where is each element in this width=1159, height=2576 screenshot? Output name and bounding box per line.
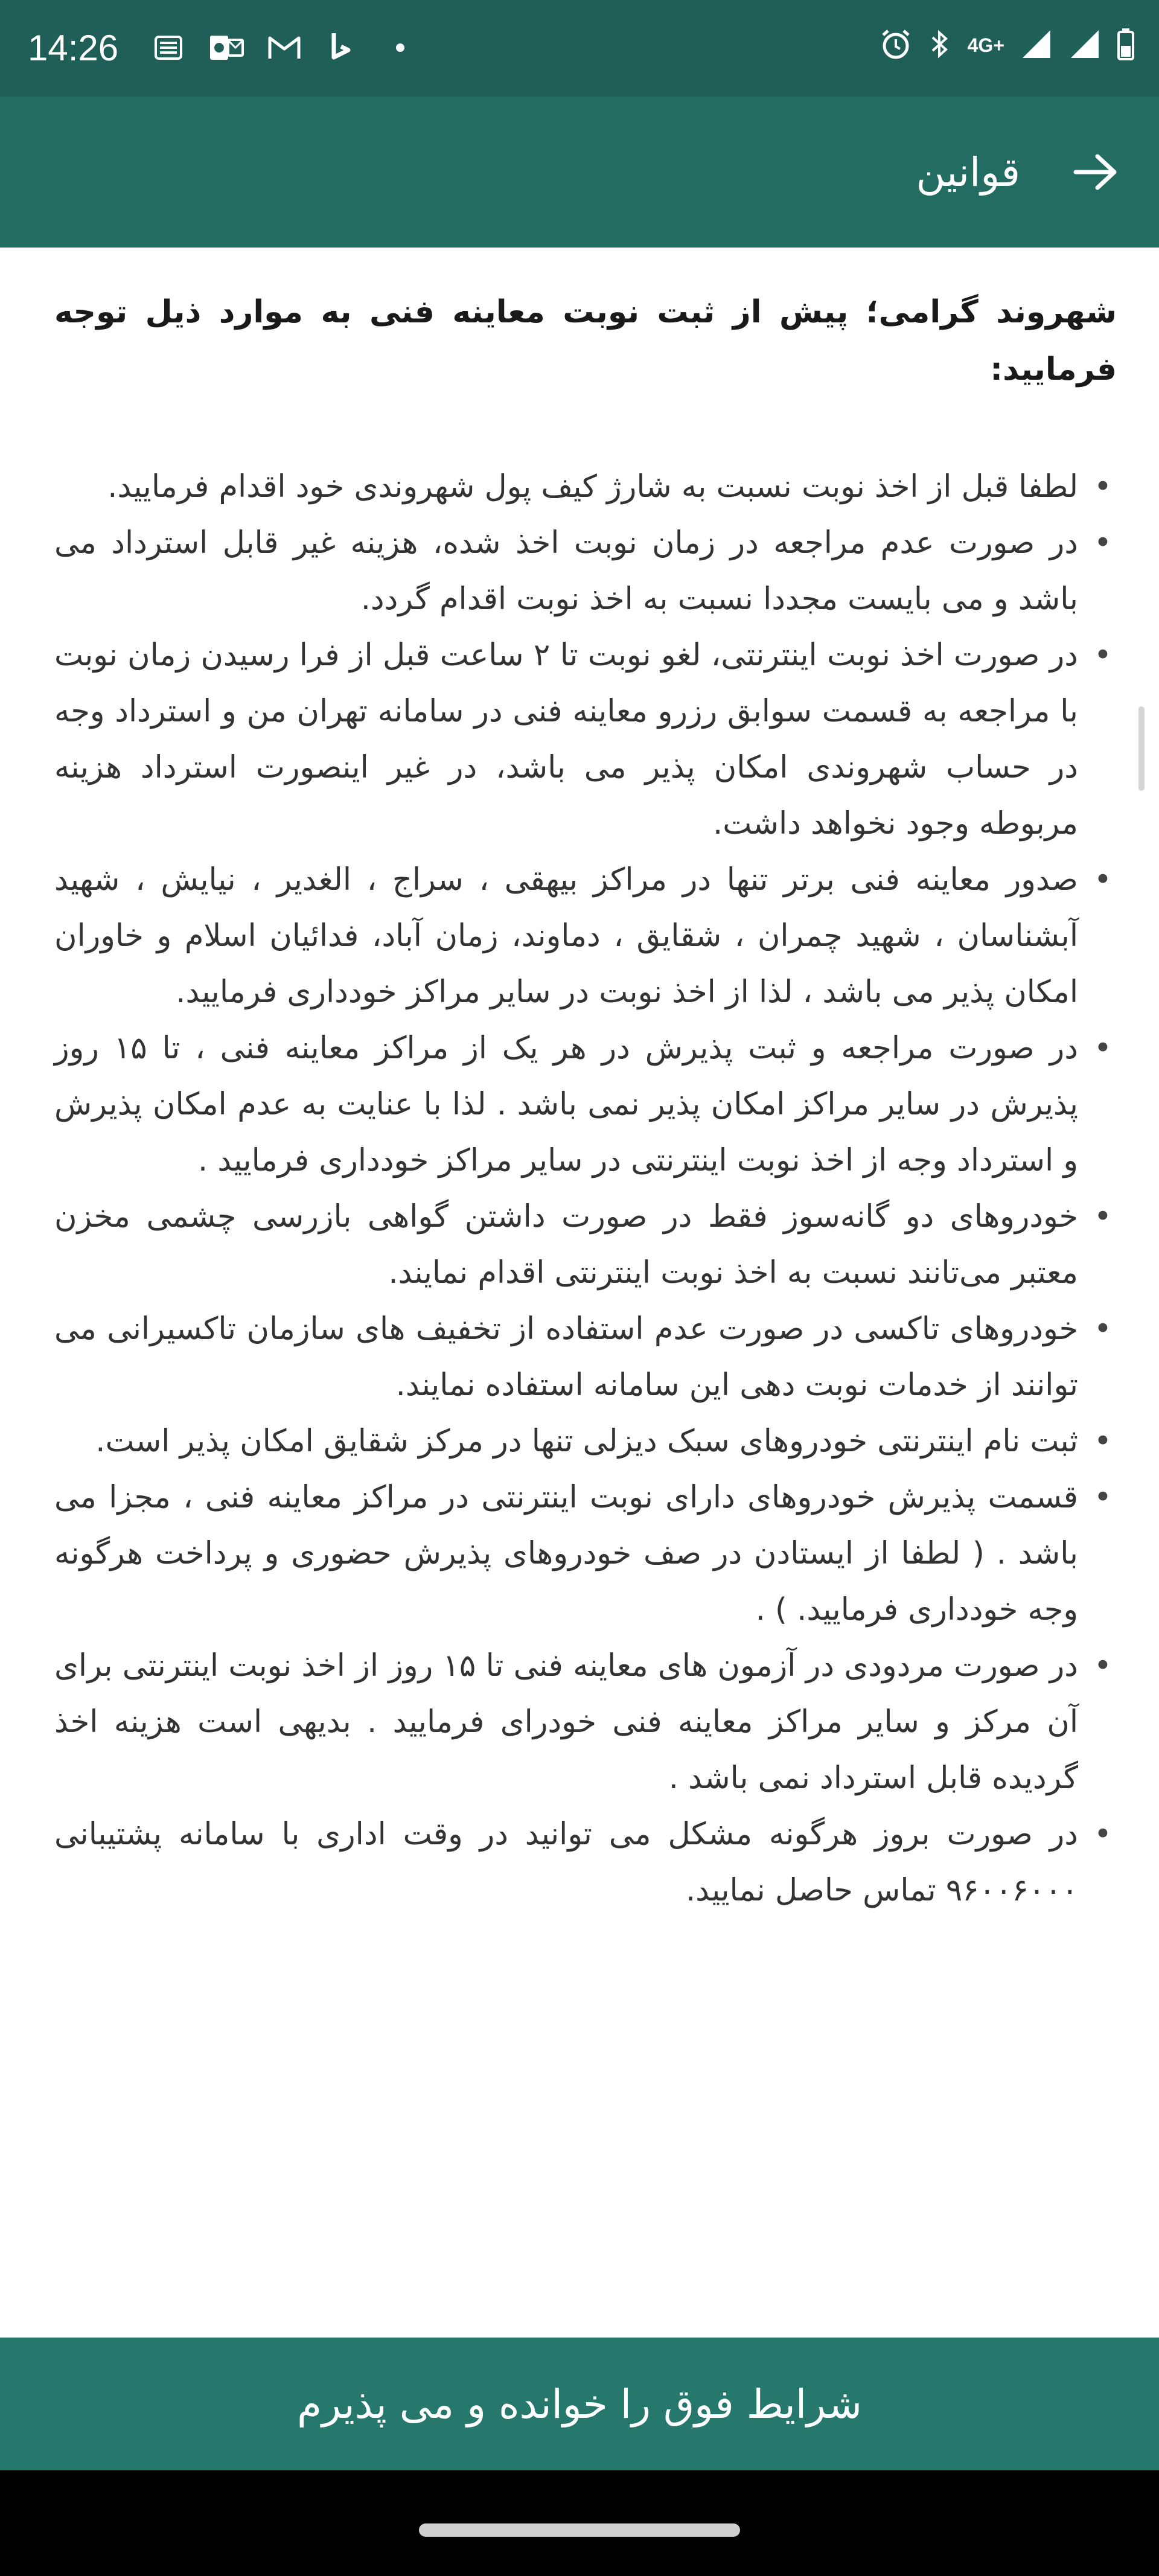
status-bar <box>0 0 1159 97</box>
signal-icon <box>1068 28 1101 63</box>
list-item: • خودروهای تاکسی در صورت عدم استفاده از تخفیف های سازمان تاکسیرانی می توانند از خدمات نوبت دهی این سامانه استفاده نمایند. <box>54 1301 1117 1413</box>
list-item: • لطفا قبل از اخذ نوبت نسبت به شارژ کیف پول شهروندی خود اقدام فرمایید. <box>54 459 1117 515</box>
list-item: • ثبت نام اینترنتی خودروهای سبک دیزلی تنها در مرکز شقایق امکان پذیر است. <box>54 1413 1117 1469</box>
list-item: • صدور معاینه فنی برتر تنها در مراکز بیهقی ، سراج ، الغدیر ، نیایش ، شهید آبشناسان ، شهید چمران ، شقایق ، دماوند، زمان آباد، فدائیان اسلام و خاوران امکان پذیر می باشد ، لذا از اخذ نوبت در سایر مراکز خودداری فرمایید. <box>54 852 1117 1020</box>
rules-list <box>54 459 1117 1919</box>
list-item: • خودروهای دو گانه‌سوز فقط در صورت داشتن گواهی بازرسی چشمی مخزن معتبر می‌تانند نسبت به اخذ نوبت اینترنتی اقدام نمایند. <box>54 1189 1117 1301</box>
app-bar <box>0 97 1159 248</box>
list-item: • در صورت مردودی در آزمون های معاینه فنی تا ۱۵ روز از اخذ نوبت اینترنتی برای آن مرکز و سایر مراکز معاینه فنی خودرای فرمایید . بدیهی است هزینه اخذ گردیده قابل استرداد نمی باشد . <box>54 1638 1117 1806</box>
notification-icons <box>151 30 418 65</box>
system-icons <box>880 28 1135 63</box>
list-item: • در صورت بروز هرگونه مشکل می توانید در وقت اداری با سامانه پشتیبانی ۹۶۰۰۶۰۰۰ تماس حاصل نمایید. <box>54 1806 1117 1919</box>
alarm-icon <box>880 28 912 63</box>
network-type: 4G+ <box>967 34 1004 56</box>
list-item: • در صورت اخذ نوبت اینترنتی، لغو نوبت تا ۲ ساعت قبل از فرا رسیدن زمان نوبت با مراجعه به قسمت سوابق رزرو معاینه فنی در سامانه تهران من و استرداد وجه در حساب شهروندی امکان پذیر می باشد، در غیر اینصورت استرداد هزینه مربوطه وجود نخواهد داشت. <box>54 627 1117 852</box>
intro-text: شهروند گرامی؛ پیش از ثبت نوبت معاینه فنی به موارد ذیل توجه فرمایید: <box>54 294 1117 388</box>
terms-content[interactable] <box>54 284 1117 1919</box>
bing-icon <box>325 30 360 65</box>
accept-terms-button[interactable]: شرایط فوق را خوانده و می پذیرم <box>0 2338 1159 2470</box>
gmail-icon <box>267 30 302 65</box>
home-gesture-handle[interactable] <box>419 2523 740 2537</box>
arrow-right-icon <box>1073 153 1118 191</box>
back-button[interactable] <box>1068 145 1123 199</box>
list-item: • در صورت مراجعه و ثبت پذیرش در هر یک از مراکز معاینه فنی ، تا ۱۵ روز پذیرش در سایر مراکز امکان پذیر نمی باشد . لذا با عنایت به عدم امکان پذیرش و استرداد وجه از اخذ نوبت اینترنتی در سایر مراکز خودداری فرمایید . <box>54 1020 1117 1189</box>
status-time: 14:26 <box>28 28 119 68</box>
list-item: • در صورت عدم مراجعه در زمان نوبت اخذ شده، هزینه غیر قابل استرداد می باشد و می بایست مجددا نسبت به اخذ نوبت اقدام گردد. <box>54 515 1117 627</box>
bluetooth-icon <box>928 28 952 63</box>
outlook-icon <box>209 30 244 65</box>
scrollbar-thumb[interactable] <box>1138 706 1145 791</box>
page-title: قوانین <box>916 149 1020 196</box>
dot-icon <box>383 30 418 65</box>
signal-icon <box>1020 28 1053 63</box>
battery-icon <box>1117 28 1135 63</box>
list-item: • قسمت پذیرش خودروهای دارای نوبت اینترنتی در مراکز معاینه فنی ، مجزا می باشد . ( لطفا از ایستادن در صف خودروهای پذیرش حضوری و پرداخت هرگونه وجه خودداری فرمایید. ) . <box>54 1469 1117 1638</box>
news-icon <box>151 30 186 65</box>
